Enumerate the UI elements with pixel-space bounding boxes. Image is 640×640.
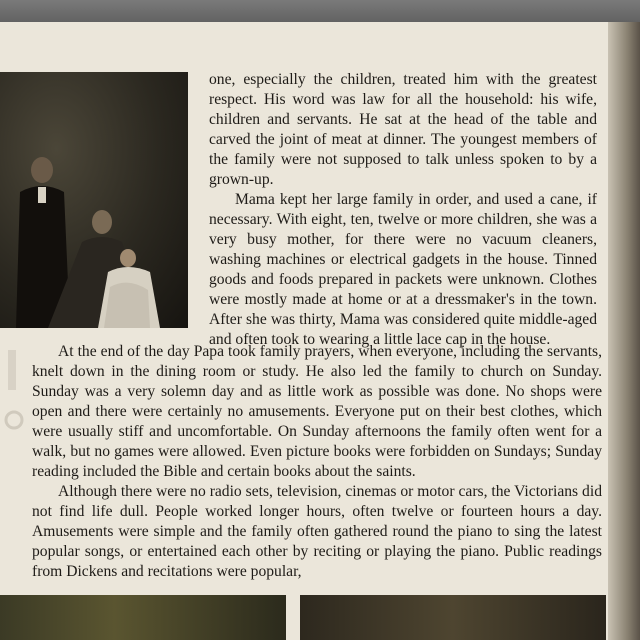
text-column-right [209, 70, 597, 350]
margin-stamp-marks [4, 350, 26, 450]
paragraph-amusements: Although there were no radio sets, television, cinemas or motor cars, the Victorians did not find life dull. People worked longer hours, often twelve or fourteen hours a day. Amusements were simple and the family often gathered round the piano to sing the latest popular songs, or entertained each other by reciting or playing the piano. Public readings from Dickens and recitations were popular, [32, 483, 602, 580]
paragraph-papa-respect: one, especially the children, treated him with the greatest respect. His word was law for all the household: his wife, children and servants. He sat at the head of the table and carved the joint of meat at dinner. The youngest members of the family were not supposed to talk unless spoken to by a grown-up. [209, 71, 597, 188]
paragraph-family-prayers: At the end of the day Papa took family prayers, when everyone, including the servants, knelt down in the dining room or study. He also led the family to church on Sunday. Sunday was a very solemn day and as little work as possible was done. No shops were open and there were certainly no amusements. Everyone put on their best clothes, which were usually stiff and uncomfortable. On Sunday afternoons the family often went for a walk, but no games were allowed. Even picture books were forbidden on Sundays; Sunday reading included the Bible and certain books about the saints. [32, 343, 602, 480]
victorian-family-photo [0, 72, 188, 328]
bottom-right-illustration [300, 595, 606, 640]
paragraph-mama: Mama kept her large family in order, and used a cane, if necessary. With eight, ten, twelve or more children, she was a very busy mother, for there were no vacuum cleaners, washing machines or electrical gadgets in the house. Tinned goods and foods prepared in packets were unknown. Clothes were mostly made at home or at a dressmaker's in the town. After she was thirty, Mama was considered quite middle-aged and often took to wearing a little lace cap in the house. [209, 191, 597, 348]
family-photo-illustration [0, 72, 188, 328]
page-fold-shadow [608, 22, 640, 640]
text-column-full [32, 342, 602, 582]
bottom-left-illustration [0, 595, 286, 640]
viewer-top-bar [0, 0, 640, 22]
